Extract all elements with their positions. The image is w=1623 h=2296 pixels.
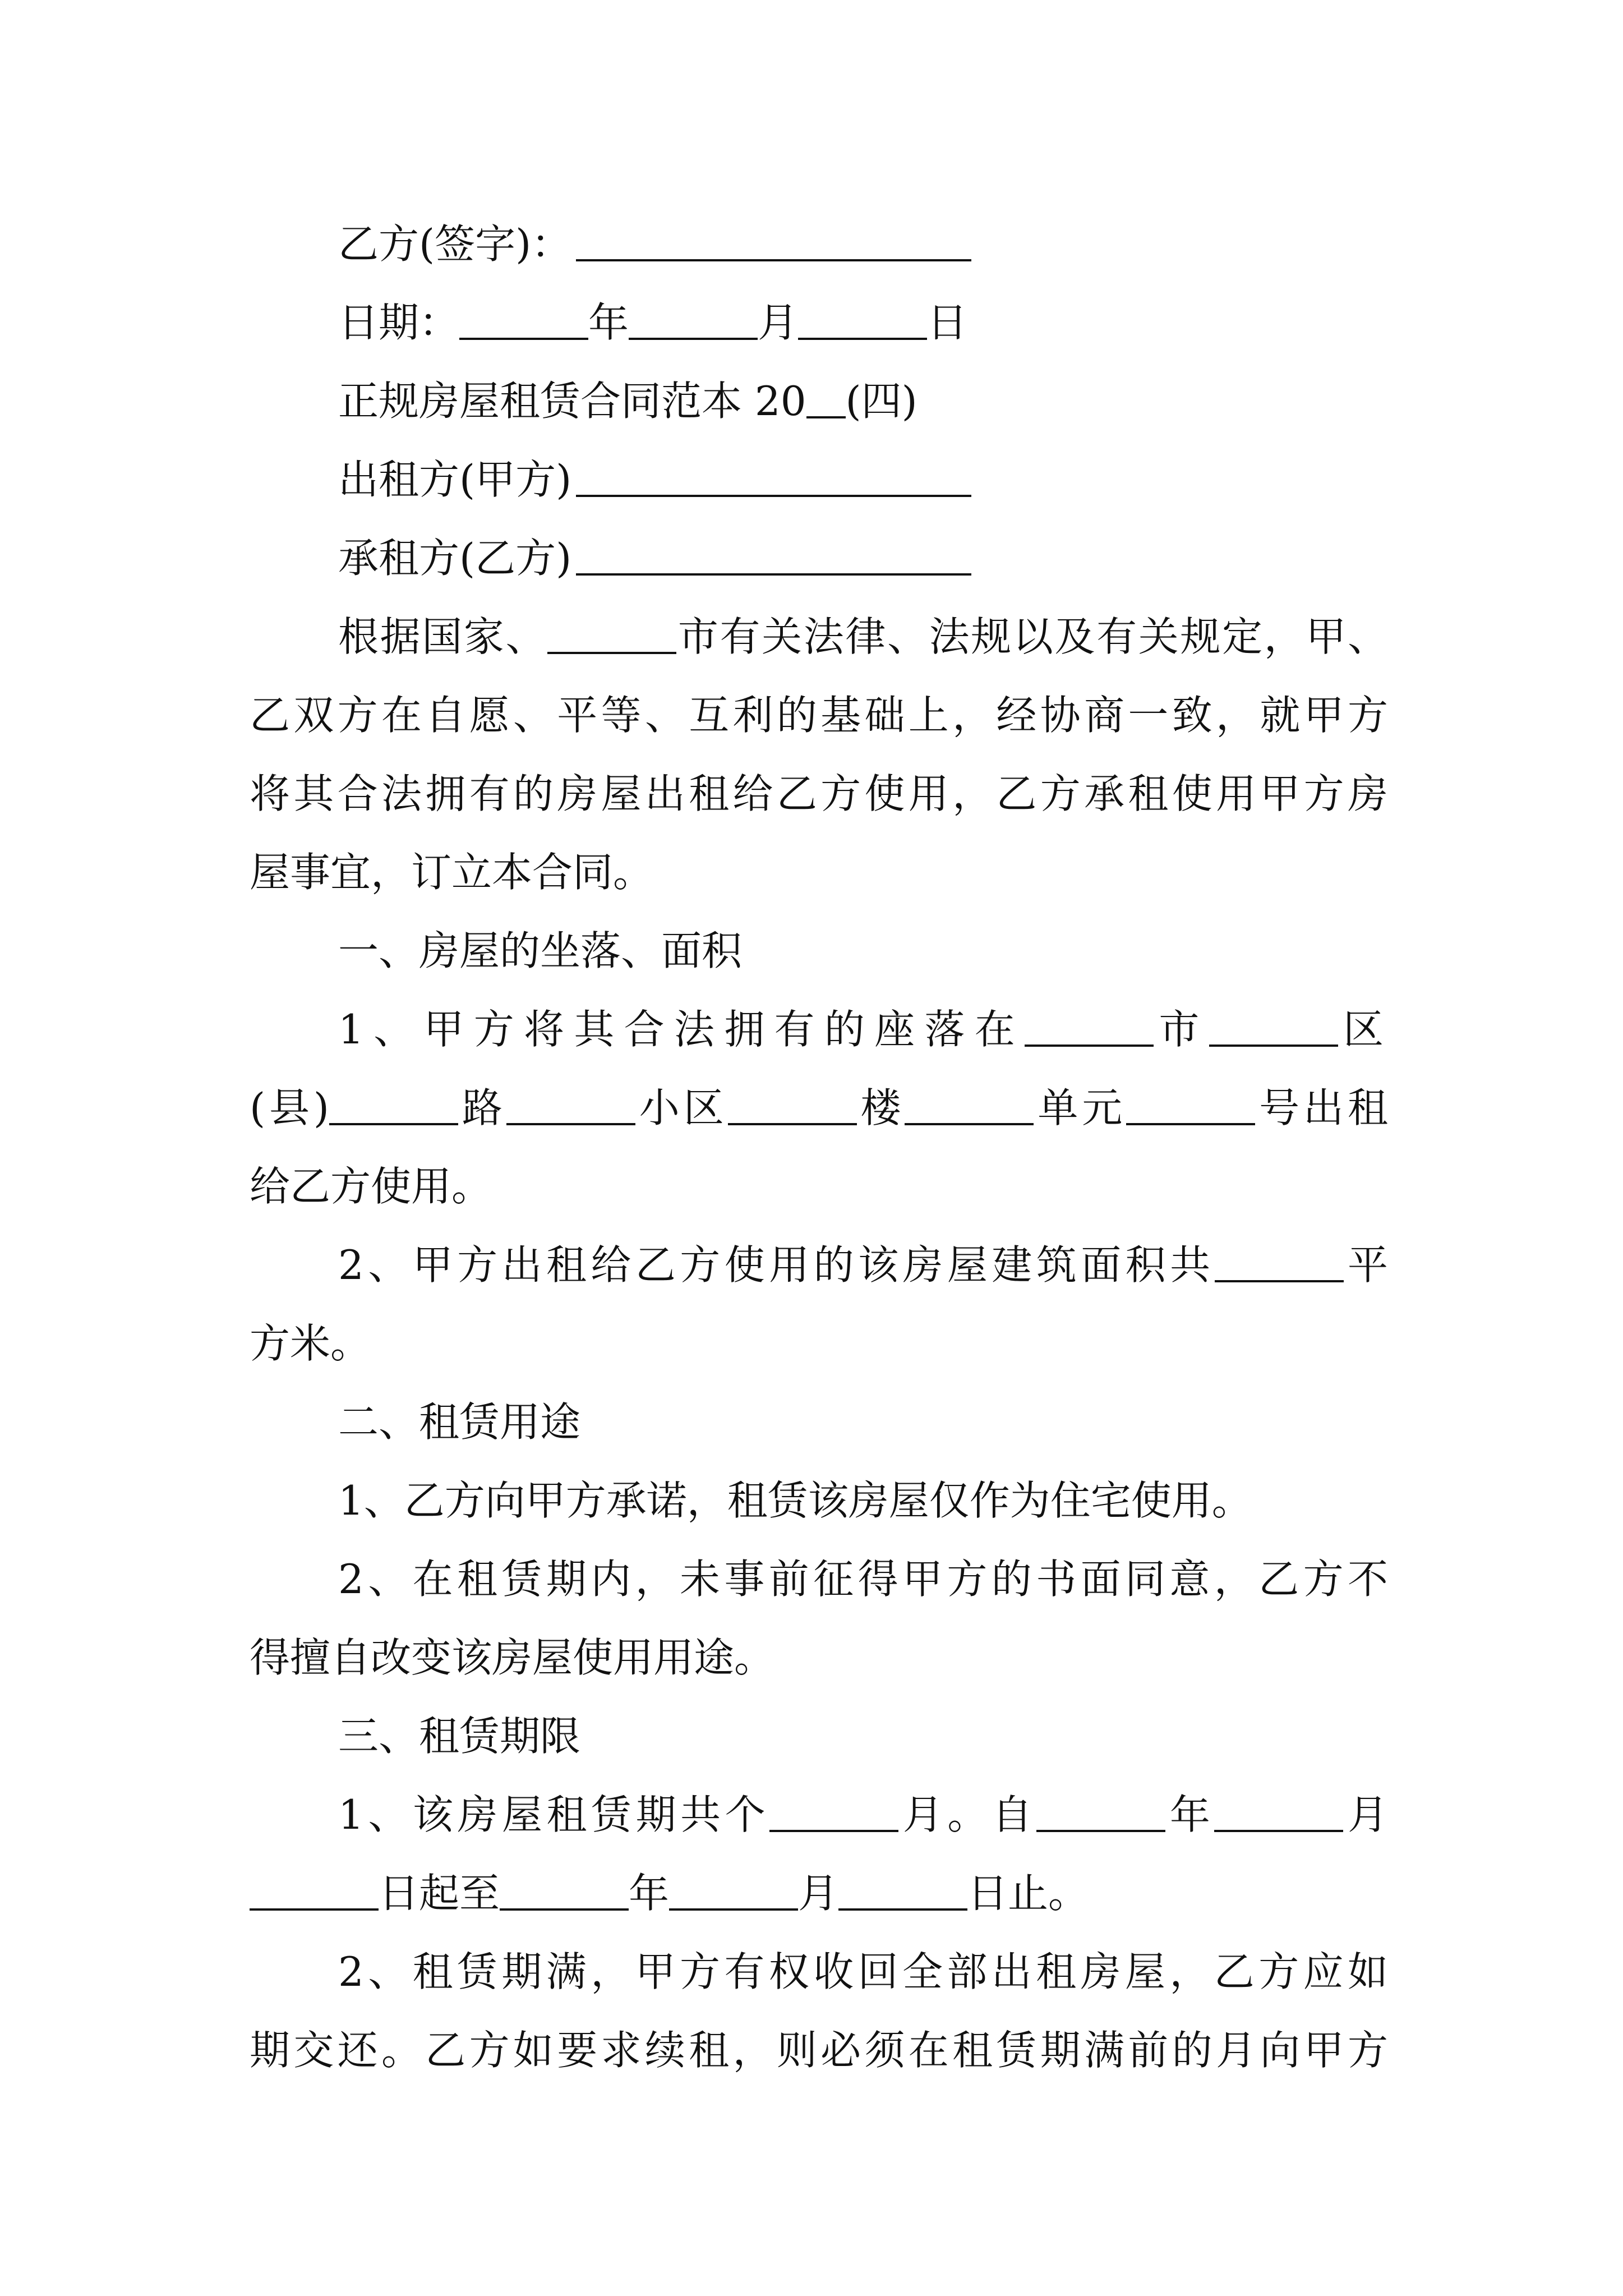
date-year-blank[interactable] <box>459 298 588 340</box>
party-b-sign-blank[interactable] <box>576 220 971 261</box>
date-day-label: 日 <box>927 299 968 346</box>
lessee-blank[interactable] <box>576 534 971 576</box>
preamble-city-blank[interactable] <box>547 613 676 654</box>
section1-heading <box>0 912 1623 990</box>
s3-start-month-blank[interactable] <box>1214 1791 1343 1832</box>
section1-item2-line1 <box>0 1226 1623 1304</box>
s3-end-year-blank[interactable] <box>500 1869 629 1911</box>
preamble-3: 将其合法拥有的房屋出租给乙方使用，乙方承租使用甲方房 <box>250 770 1388 817</box>
s3-item2-a: 2、租赁期满，甲方有权收回全部出租房屋，乙方应如 <box>338 1948 1388 1995</box>
s3-item1-e: 日起至 <box>379 1870 500 1917</box>
s3-start-year-blank[interactable] <box>1036 1791 1165 1832</box>
s3-item1-b: 月。自 <box>898 1791 1037 1838</box>
s1-item2-c: 方米。 <box>250 1320 371 1367</box>
s1-county-blank[interactable] <box>329 1084 458 1125</box>
s1-city-blank[interactable] <box>1025 1005 1154 1047</box>
s3-start-day-blank[interactable] <box>250 1869 379 1911</box>
section3-item2-line1 <box>0 1932 1623 2011</box>
preamble-line-4 <box>0 833 1623 912</box>
s1-road-blank[interactable] <box>506 1084 635 1125</box>
preamble-line-1-text <box>338 597 1388 676</box>
s2-item2-a: 2、在租赁期内，未事前征得甲方的书面同意，乙方不 <box>338 1556 1388 1603</box>
preamble-4: 屋事宜，订立本合同。 <box>250 849 654 896</box>
s3-item1-h: 日止。 <box>967 1870 1089 1917</box>
s1-district-blank[interactable] <box>1209 1005 1338 1047</box>
contract-title <box>0 362 1623 440</box>
section1-item1-line1-text <box>338 990 1388 1069</box>
section1-item1-line2 <box>0 1069 1623 1147</box>
preamble-2: 乙双方在自愿、平等、互利的基础上，经协商一致，就甲方 <box>250 692 1388 739</box>
party-b-signature-line <box>0 205 1623 283</box>
s1-item1-j: 给乙方使用。 <box>250 1163 492 1210</box>
s3-item2-b: 期交还。乙方如要求续租，则必须在租赁期满前的月向甲方 <box>250 2027 1388 2074</box>
s1-community-blank[interactable] <box>728 1084 857 1125</box>
s1-item1-g: 楼 <box>856 1084 905 1131</box>
date-label: 日期： <box>338 299 460 346</box>
section2-heading <box>0 1383 1623 1461</box>
s3-item1-d: 月 <box>1343 1791 1388 1838</box>
section1-item1-line2-text <box>250 1069 1388 1147</box>
party-b-sign-label: 乙方(签字)： <box>338 220 572 268</box>
s1-item1-a: 1、甲方将其合法拥有的座落在 <box>338 1006 1025 1053</box>
section1-heading-text: 一、房屋的坐落、面积 <box>338 927 743 974</box>
date-line <box>0 283 1623 362</box>
s3-item1-f: 年 <box>629 1870 670 1917</box>
section2-item1 <box>0 1461 1623 1540</box>
s1-item1-f: 小区 <box>635 1084 728 1131</box>
contract-title-prefix: 正规房屋租赁合同范本 20 <box>338 378 806 425</box>
section1-item2-line2 <box>0 1304 1623 1383</box>
section1-item2-line1-text <box>338 1226 1388 1304</box>
s1-item1-e: 路 <box>458 1084 506 1131</box>
preamble-line-1 <box>0 597 1623 676</box>
s1-item1-d: (县) <box>250 1084 330 1131</box>
s1-unit-blank[interactable] <box>1126 1084 1255 1125</box>
s1-item2-a: 2、甲方出租给乙方使用的该房屋建筑面积共 <box>338 1241 1215 1289</box>
s1-item1-b: 市 <box>1154 1006 1209 1053</box>
section3-heading <box>0 1697 1623 1775</box>
s2-item2-b: 得擅自改变该房屋使用用途。 <box>250 1634 775 1681</box>
s1-item1-h: 单元 <box>1034 1084 1127 1131</box>
s1-building-blank[interactable] <box>905 1084 1034 1125</box>
s2-item1: 1、乙方向甲方承诺，租赁该房屋仅作为住宅使用。 <box>338 1477 1252 1524</box>
date-month-blank[interactable] <box>629 298 758 340</box>
section1-item1-line3 <box>0 1147 1623 1226</box>
s1-area-blank[interactable] <box>1215 1241 1344 1282</box>
preamble-1b: 市有关法律、法规以及有关规定，甲、 <box>676 613 1388 660</box>
s3-item1-a: 1、该房屋租赁期共个 <box>338 1791 770 1838</box>
section3-item1-line1 <box>0 1775 1623 1854</box>
s1-item1-c: 区 <box>1338 1006 1388 1053</box>
preamble-1a: 根据国家、 <box>338 613 548 660</box>
section1-item1-line1 <box>0 990 1623 1069</box>
s1-item1-i: 号出租 <box>1255 1084 1388 1131</box>
section3-item1-line1-text <box>338 1775 1388 1854</box>
section3-item2-line2 <box>0 2011 1623 2090</box>
lessor-line <box>0 440 1623 519</box>
preamble-line-2 <box>0 676 1623 754</box>
lessee-label: 承租方(乙方) <box>338 535 572 582</box>
s3-item1-c: 年 <box>1165 1791 1215 1838</box>
date-day-blank[interactable] <box>798 298 927 340</box>
contract-title-suffix: (四) <box>845 378 917 425</box>
s1-item2-b: 平 <box>1343 1241 1388 1289</box>
lessor-blank[interactable] <box>576 455 971 497</box>
date-year-label: 年 <box>588 299 629 346</box>
s3-end-month-blank[interactable] <box>669 1869 798 1911</box>
section2-item2-line2 <box>0 1618 1623 1697</box>
s3-end-day-blank[interactable] <box>838 1869 967 1911</box>
section2-item2-line1 <box>0 1540 1623 1618</box>
section3-heading-text: 三、租赁期限 <box>338 1713 581 1760</box>
date-month-label: 月 <box>758 299 799 346</box>
section2-heading-text: 二、租赁用途 <box>338 1398 581 1446</box>
s3-months-blank[interactable] <box>769 1791 898 1832</box>
lessee-line <box>0 519 1623 597</box>
preamble-line-3 <box>0 754 1623 833</box>
contract-title-blank[interactable] <box>806 377 846 418</box>
section3-item1-line2 <box>0 1854 1623 1932</box>
s3-item1-g: 月 <box>798 1870 839 1917</box>
lessor-label: 出租方(甲方) <box>338 456 572 503</box>
